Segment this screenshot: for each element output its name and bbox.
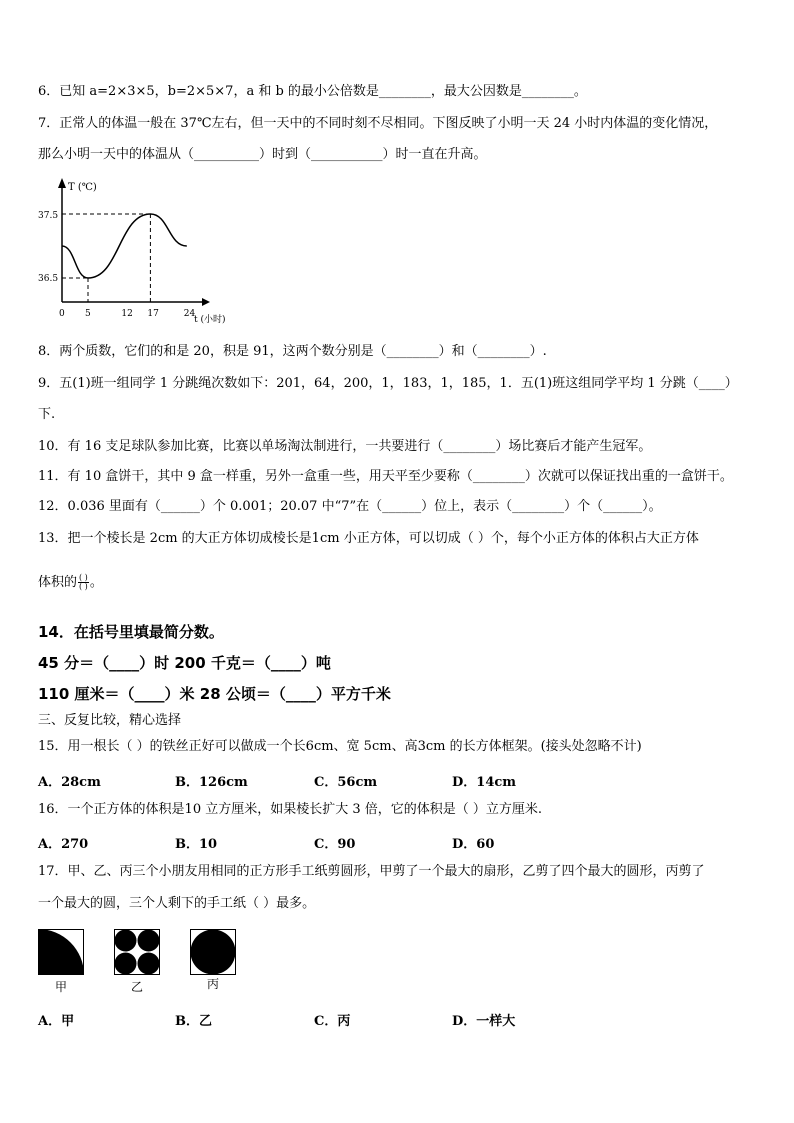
question-16: 16．一个正方体的体积是10 立方厘米，如果棱长扩大 3 倍，它的体积是（ ）立方厘米. bbox=[38, 802, 543, 817]
temperature-chart bbox=[38, 174, 232, 326]
question-9-line1: 9．五(1)班一组同学 1 分跳绳次数如下：201，64，200，1，183，1，185，1．五(1)班这组同学平均 1 分跳（____） bbox=[38, 376, 738, 391]
temperature-curve bbox=[62, 214, 187, 278]
x-tick-label: 12 bbox=[121, 309, 133, 319]
x-tick-label: 17 bbox=[147, 309, 159, 319]
y-axis-arrow bbox=[58, 178, 66, 188]
question-15: 15．用一根长（ ）的铁丝正好可以做成一个长6cm、宽 5cm、高3cm 的长方体框架。(接头处忽略不计) bbox=[38, 739, 642, 754]
q15-option-d[interactable]: D．14cm bbox=[452, 775, 517, 790]
question-14-line1: 45 分＝（____）时 200 千克＝（____）吨 bbox=[38, 654, 331, 672]
q15-option-c[interactable]: C．56cm bbox=[314, 775, 378, 790]
figure-yi-four-circles bbox=[114, 929, 160, 975]
fraction-denominator: ( ) bbox=[79, 582, 88, 591]
question-13-line2 bbox=[38, 574, 103, 591]
question-7-line1: 7．正常人的体温一般在 37℃左右，但一天中的不同时刻不尽相同。下图反映了小明一天 24 小时内体温的变化情况， bbox=[38, 116, 718, 131]
section-3-heading: 三、反复比较，精心选择 bbox=[38, 713, 182, 728]
x-tick-label: 24 bbox=[183, 309, 196, 319]
question-9-line2: 下. bbox=[38, 407, 56, 422]
figure-label-yi: 乙 bbox=[131, 980, 144, 994]
question-13-line1: 13．把一个棱长是 2cm 的大正方体切成棱长是1cm 小正方体，可以切成（ ）个，每个小正方体的体积占大正方体 bbox=[38, 531, 699, 546]
question-14: 14．在括号里填最简分数。 bbox=[38, 623, 224, 641]
q15-option-a[interactable]: A．28cm bbox=[38, 775, 101, 790]
q16-option-a[interactable]: A．270 bbox=[38, 837, 89, 852]
fraction-numerator: ( ) bbox=[79, 573, 88, 582]
question-17-line2: 一个最大的圆，三个人剩下的手工纸（ ）最多。 bbox=[38, 896, 316, 911]
figure-jia-quarter-circle bbox=[38, 929, 84, 975]
q13-text: 体积的 bbox=[38, 575, 78, 590]
x-tick-label: 0 bbox=[59, 309, 65, 319]
q16-option-c[interactable]: C．90 bbox=[314, 837, 356, 852]
q17-option-c[interactable]: C．丙 bbox=[314, 1014, 351, 1029]
y-low-label: 36.5 bbox=[38, 274, 59, 284]
question-14-line2: 110 厘米＝（____）米 28 公顷＝（____）平方千米 bbox=[38, 685, 391, 703]
y-high-label: 37.5 bbox=[38, 211, 59, 221]
x-tick-label: 5 bbox=[85, 309, 91, 319]
q17-option-a[interactable]: A．甲 bbox=[38, 1014, 75, 1029]
q16-option-b[interactable]: B．10 bbox=[175, 837, 218, 852]
question-17-line1: 17．甲、乙、丙三个小朋友用相同的正方形手工纸剪圆形，甲剪了一个最大的扇形，乙剪了四个最大的圆形，丙剪了 bbox=[38, 864, 705, 879]
x-tick-labels bbox=[59, 309, 196, 319]
q16-option-d[interactable]: D．60 bbox=[452, 837, 495, 852]
question-7-line2: 那么小明一天中的体温从（__________）时到（___________）时一直在升高。 bbox=[38, 147, 487, 162]
question-8: 8．两个质数，它们的和是 20，积是 91，这两个数分别是（________）和（________）. bbox=[38, 344, 547, 359]
fraction-blank bbox=[78, 574, 89, 591]
x-axis-label: t (小时) bbox=[194, 315, 226, 325]
q15-option-b[interactable]: B．126cm bbox=[175, 775, 248, 790]
figure-bing-circle bbox=[190, 929, 236, 975]
figure-label-jia: 甲 bbox=[55, 980, 68, 994]
question-6: 6．已知 a=2×3×5，b=2×5×7，a 和 b 的最小公倍数是________，最大公因数是________。 bbox=[38, 84, 587, 99]
q13-end: 。 bbox=[89, 575, 103, 590]
question-10: 10．有 16 支足球队参加比赛，比赛以单场淘汰制进行，一共要进行（________）场比赛后才能产生冠军。 bbox=[38, 439, 652, 454]
q17-option-d[interactable]: D．一样大 bbox=[452, 1014, 516, 1029]
x-axis-arrow bbox=[202, 298, 210, 306]
y-axis-label: T (℃) bbox=[68, 182, 97, 193]
question-12: 12．0.036 里面有（______）个 0.001；20.07 中“7”在（______）位上，表示（________）个（______）。 bbox=[38, 499, 662, 514]
figure-label-bing: 丙 bbox=[207, 977, 220, 991]
q17-option-b[interactable]: B．乙 bbox=[175, 1014, 212, 1029]
question-11: 11．有 10 盒饼干，其中 9 盒一样重，另外一盒重一些，用天平至少要称（________）次就可以保证找出重的一盒饼干。 bbox=[38, 469, 733, 484]
